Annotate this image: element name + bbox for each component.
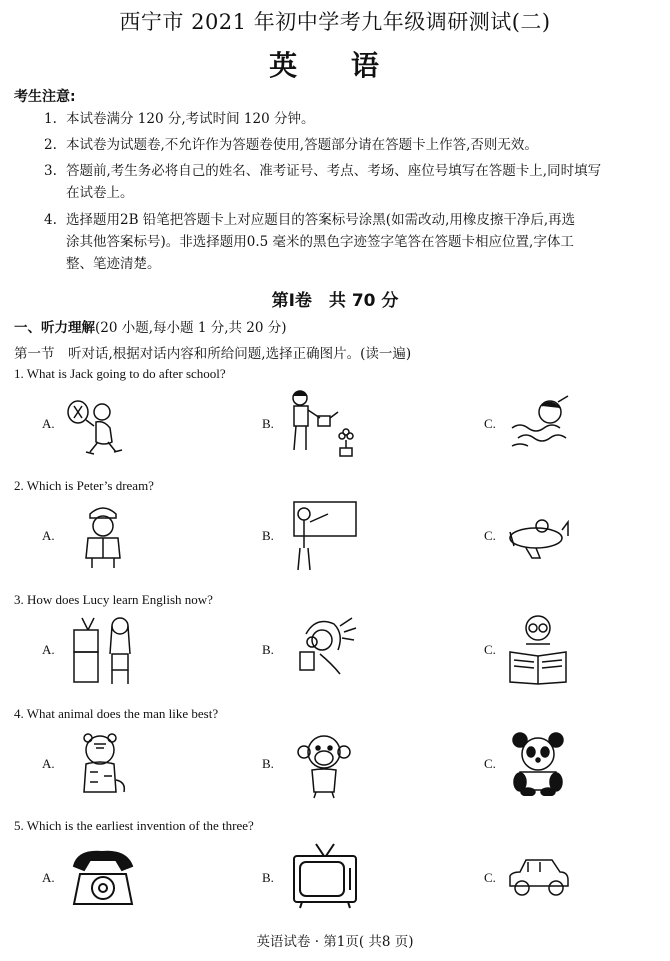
notice-heading: 考生注意: (14, 89, 76, 105)
doctor-icon (78, 502, 128, 572)
question-5: 5. Which is the earliest invention of the three? (14, 818, 254, 833)
question-2: 2. Which is Peter’s dream? (14, 478, 154, 493)
question-1: 1. What is Jack going to do after school? (14, 366, 226, 381)
option-c: C. (484, 528, 496, 543)
listening-tape-icon (292, 614, 362, 686)
reading-book-icon (506, 612, 570, 686)
teacher-icon (288, 500, 358, 572)
monkey-icon (294, 728, 354, 800)
option-b: B. (262, 416, 274, 431)
part-heading (14, 316, 287, 336)
option-b: B. (262, 642, 274, 657)
notice-item-1 (44, 108, 656, 130)
telephone-icon (68, 848, 138, 908)
question-1-options (18, 386, 658, 466)
option-c: C. (484, 642, 496, 657)
notice-num: 2. (44, 137, 57, 153)
question-3-options (18, 612, 658, 692)
option-b: B. (262, 528, 274, 543)
watching-tv-icon (68, 614, 138, 686)
part-heading-bold: 一、听力理解 (14, 320, 95, 336)
option-a: A. (42, 416, 55, 431)
question-2-options (18, 498, 658, 578)
notice-text: 本试卷满分 120 分,考试时间 120 分钟。 (66, 111, 315, 127)
watering-flowers-icon (284, 388, 356, 460)
option-a: A. (42, 870, 55, 885)
notice-num: 4. (44, 212, 57, 228)
pilot-airplane-icon (506, 510, 570, 560)
notice-text-cont: 涂其他答案标号)。非选择题用0.5 毫米的黑色字迹签字笔答在答题卡相应位置,字体工 (66, 234, 574, 250)
notice-item-3 (44, 160, 656, 204)
swimmer-icon (508, 394, 578, 454)
section-title: 第Ⅰ卷 共 70 分 (271, 291, 399, 311)
option-c: C. (484, 870, 496, 885)
television-icon (290, 842, 360, 910)
option-c: C. (484, 756, 496, 771)
option-a: A. (42, 642, 55, 657)
notice-item-4 (44, 209, 656, 275)
option-a: A. (42, 528, 55, 543)
notice-item-2 (44, 134, 656, 156)
notice-text: 答题前,考生务必将自己的姓名、准考证号、考点、考场、座位号填写在答题卡上,同时填写 (66, 163, 602, 179)
badminton-player-icon (64, 394, 134, 460)
question-4: 4. What animal does the man like best? (14, 706, 219, 721)
notice-text: 本试卷为试题卷,不允许作为答题卷使用,答题部分请在答题卡上作答,否则无效。 (66, 137, 538, 153)
subject-title: 英 语 (269, 49, 401, 82)
notice-num: 3. (44, 163, 57, 179)
tiger-icon (70, 730, 130, 800)
notice-num: 1. (44, 111, 57, 127)
part-heading-rest: (20 小题,每小题 1 分,共 20 分) (95, 320, 287, 336)
exam-title: 西宁市 2021 年初中学考九年级调研测试(二) (119, 10, 551, 34)
page-footer: 英语试卷 · 第1页( 共8 页) (256, 934, 414, 950)
option-c: C. (484, 416, 496, 431)
option-b: B. (262, 756, 274, 771)
question-4-options (18, 726, 658, 806)
notice-text: 选择题用2B 铅笔把答题卡上对应题目的答案标号涂黑(如需改动,用橡皮擦干净后,再选 (66, 212, 576, 228)
question-3: 3. How does Lucy learn English now? (14, 592, 213, 607)
subsection-instruction: 第一节 听对话,根据对话内容和所给问题,选择正确图片。(读一遍) (14, 346, 412, 362)
option-b: B. (262, 870, 274, 885)
notice-text-cont: 在试卷上。 (66, 185, 134, 201)
notice-text-cont2: 整、笔迹清楚。 (66, 256, 161, 272)
question-5-options (18, 840, 658, 920)
car-icon (506, 852, 572, 902)
panda-icon (508, 730, 568, 796)
option-a: A. (42, 756, 55, 771)
